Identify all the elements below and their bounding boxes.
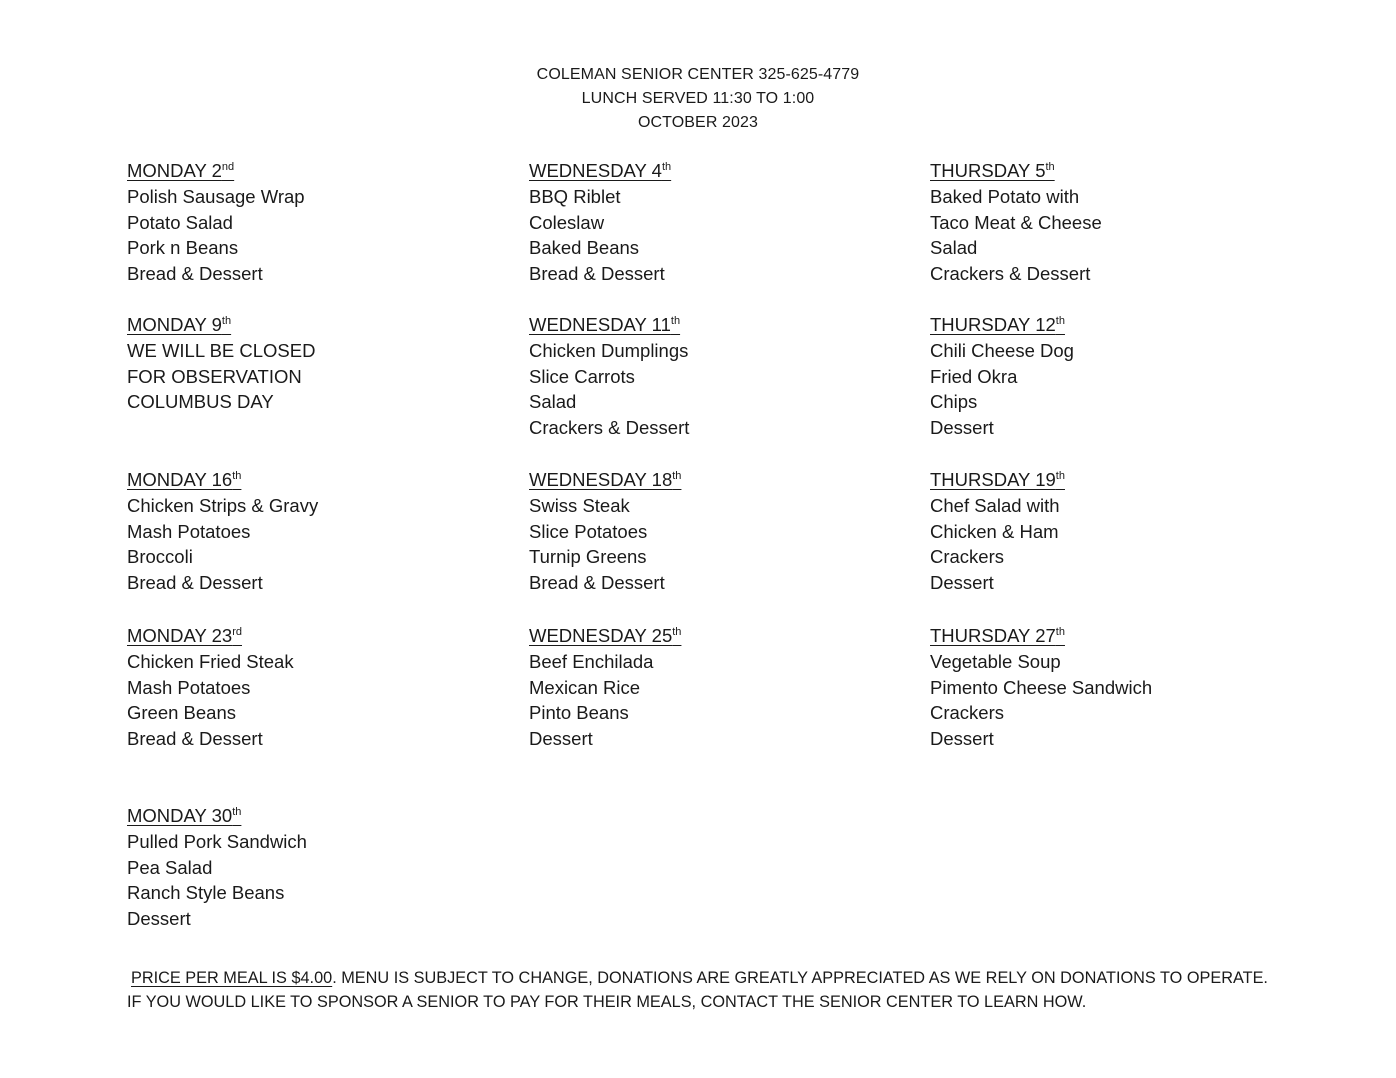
menu-day-wednesday-11 — [529, 312, 689, 441]
ordinal-suffix: th — [672, 470, 682, 482]
closure-notice: COLUMBUS DAY — [127, 391, 274, 413]
menu-item: Turnip Greens — [529, 546, 647, 568]
menu-item: Taco Meat & Cheese — [930, 211, 1102, 233]
day-heading — [529, 467, 681, 493]
ordinal-suffix: th — [1055, 626, 1065, 638]
menu-item: Chips — [930, 391, 978, 413]
menu-item: Chili Cheese Dog — [930, 339, 1074, 361]
day-label: WEDNESDAY 18 — [529, 469, 673, 490]
menu-day-wednesday-25 — [529, 623, 681, 752]
ordinal-suffix: th — [661, 161, 672, 173]
menu-change-notice: . MENU IS SUBJECT TO CHANGE, DONATIONS ARE GREATLY APPRECIATED AS WE RELY ON DONATIONS TO OPERATE. — [332, 969, 1268, 987]
menu-item: Pimento Cheese Sandwich — [930, 676, 1153, 698]
menu-item: Pea Salad — [127, 856, 213, 878]
menu-item: Swiss Steak — [529, 494, 630, 516]
menu-item: Chicken Strips & Gravy — [127, 494, 319, 516]
ordinal-suffix: th — [221, 315, 232, 327]
day-label: THURSDAY 12 — [930, 314, 1056, 335]
ordinal-suffix: th — [670, 315, 681, 327]
ordinal-suffix: th — [672, 626, 682, 638]
menu-item: Pork n Beans — [127, 237, 239, 259]
menu-item: Dessert — [930, 417, 994, 439]
ordinal-suffix: th — [232, 470, 242, 482]
menu-item: Crackers — [930, 546, 1005, 568]
day-heading — [529, 312, 680, 338]
menu-item: Pulled Pork Sandwich — [127, 830, 307, 852]
footer-line-1 — [127, 966, 1268, 990]
menu-item: Baked Beans — [529, 237, 640, 259]
menu-item: Dessert — [930, 728, 994, 750]
menu-item: Slice Carrots — [529, 365, 635, 387]
day-label: THURSDAY 19 — [930, 469, 1056, 490]
menu-item: Slice Potatoes — [529, 520, 648, 542]
menu-item: Chicken & Ham — [930, 520, 1059, 542]
day-heading — [529, 623, 681, 649]
menu-day-thursday-19 — [930, 467, 1065, 596]
menu-item: Salad — [529, 391, 577, 413]
meal-price: PRICE PER MEAL IS $4.00 — [131, 969, 333, 987]
day-heading — [930, 467, 1065, 493]
menu-item: Baked Potato with — [930, 185, 1080, 207]
day-heading — [930, 158, 1055, 184]
day-label: MONDAY 23 — [127, 625, 233, 646]
menu-item: Mexican Rice — [529, 676, 641, 698]
menu-day-wednesday-4 — [529, 158, 671, 287]
ordinal-suffix: rd — [232, 626, 242, 638]
menu-item: Pinto Beans — [529, 702, 629, 724]
day-label: MONDAY 16 — [127, 469, 233, 490]
day-label: WEDNESDAY 4 — [529, 160, 662, 181]
day-label: WEDNESDAY 25 — [529, 625, 673, 646]
ordinal-suffix: th — [232, 806, 242, 818]
menu-item: Crackers & Dessert — [529, 417, 690, 439]
day-heading — [127, 803, 241, 829]
menu-item: Broccoli — [127, 546, 193, 568]
day-heading — [127, 467, 241, 493]
menu-item: Potato Salad — [127, 211, 233, 233]
closure-notice: WE WILL BE CLOSED — [127, 339, 316, 361]
menu-day-monday-16 — [127, 467, 318, 596]
menu-item: Bread & Dessert — [127, 728, 263, 750]
ordinal-suffix: nd — [221, 161, 235, 173]
menu-day-monday-30 — [127, 803, 307, 932]
menu-item: Fried Okra — [930, 365, 1018, 387]
menu-item: Bread & Dessert — [127, 263, 263, 285]
menu-item: Bread & Dessert — [529, 263, 665, 285]
menu-item: Dessert — [127, 908, 191, 930]
menu-day-thursday-5 — [930, 158, 1102, 287]
menu-day-monday-23 — [127, 623, 294, 752]
menu-item: Crackers — [930, 702, 1005, 724]
menu-day-thursday-27 — [930, 623, 1152, 752]
ordinal-suffix: th — [1055, 315, 1065, 327]
sponsor-notice: IF YOU WOULD LIKE TO SPONSOR A SENIOR TO PAY FOR THEIR MEALS, CONTACT THE SENIOR CENTER TO LEARN HOW. — [127, 993, 1087, 1011]
menu-item: Mash Potatoes — [127, 676, 251, 698]
day-heading — [127, 158, 234, 184]
closure-notice: FOR OBSERVATION — [127, 365, 302, 387]
day-heading — [127, 312, 231, 338]
day-heading — [930, 312, 1065, 338]
menu-item: Vegetable Soup — [930, 650, 1061, 672]
menu-day-thursday-12 — [930, 312, 1074, 441]
menu-item: Dessert — [930, 572, 994, 594]
menu-item: Polish Sausage Wrap — [127, 185, 305, 207]
menu-day-monday-2 — [127, 158, 305, 287]
menu-item: Dessert — [529, 728, 593, 750]
menu-item: Bread & Dessert — [127, 572, 263, 594]
day-heading — [930, 623, 1065, 649]
center-name-phone: COLEMAN SENIOR CENTER 325-625-4779 — [536, 66, 860, 83]
menu-day-wednesday-18 — [529, 467, 681, 596]
day-label: MONDAY 30 — [127, 805, 233, 826]
document-header — [0, 63, 1396, 135]
day-heading — [127, 623, 242, 649]
ordinal-suffix: th — [1055, 470, 1065, 482]
day-label: THURSDAY 5 — [930, 160, 1046, 181]
menu-item: Crackers & Dessert — [930, 263, 1091, 285]
day-label: THURSDAY 27 — [930, 625, 1056, 646]
day-label: MONDAY 2 — [127, 160, 222, 181]
menu-item: Chicken Fried Steak — [127, 650, 294, 672]
day-label: WEDNESDAY 11 — [529, 314, 671, 335]
menu-item: BBQ Riblet — [529, 185, 621, 207]
menu-day-monday-9 — [127, 312, 315, 415]
menu-item: Coleslaw — [529, 211, 605, 233]
footer-notice — [127, 966, 1268, 1014]
day-label: MONDAY 9 — [127, 314, 222, 335]
menu-item: Mash Potatoes — [127, 520, 251, 542]
menu-month: OCTOBER 2023 — [637, 114, 759, 131]
ordinal-suffix: th — [1045, 161, 1055, 173]
menu-item: Ranch Style Beans — [127, 882, 285, 904]
menu-item: Salad — [930, 237, 978, 259]
menu-item: Chicken Dumplings — [529, 339, 689, 361]
menu-item: Green Beans — [127, 702, 237, 724]
menu-item: Bread & Dessert — [529, 572, 665, 594]
day-heading — [529, 158, 671, 184]
menu-item: Beef Enchilada — [529, 650, 654, 672]
lunch-hours: LUNCH SERVED 11:30 TO 1:00 — [581, 90, 815, 107]
menu-item: Chef Salad with — [930, 494, 1060, 516]
